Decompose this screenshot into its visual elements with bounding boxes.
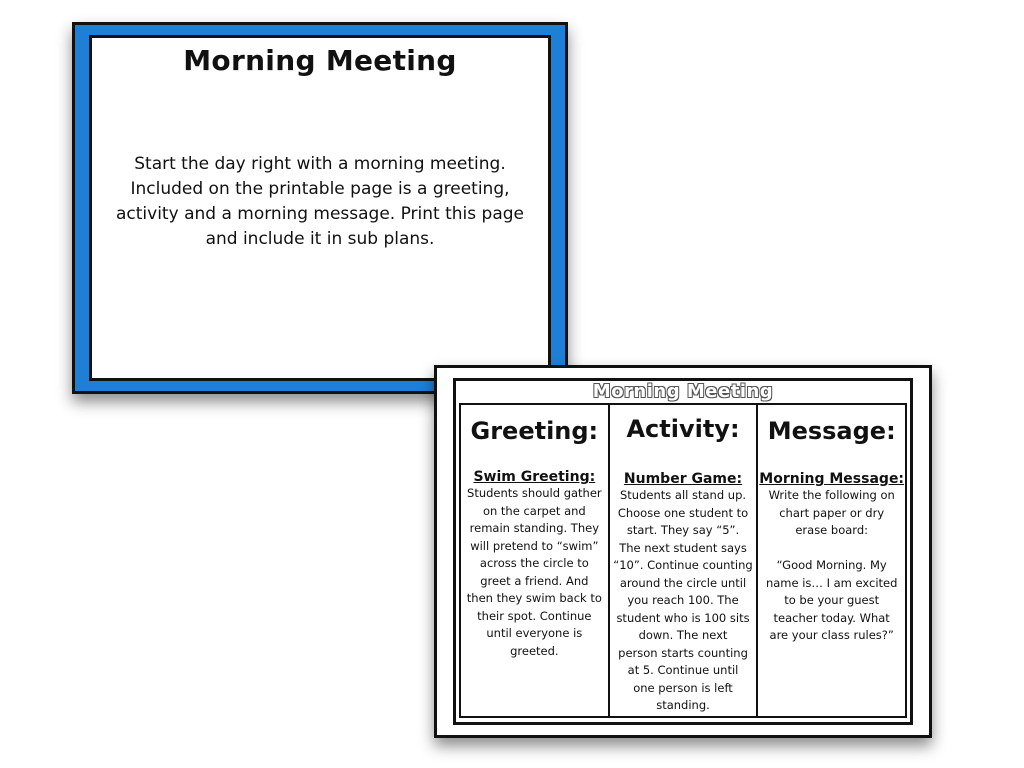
card-title: Morning Meeting	[183, 44, 457, 77]
column-subheading: Number Game:	[623, 471, 743, 487]
meeting-table	[459, 403, 907, 718]
card-inner-panel	[89, 35, 551, 381]
printable-page-preview	[434, 365, 932, 738]
morning-meeting-card	[72, 22, 568, 394]
column-text: Write the following on chart paper or dry erase board: “Good Morning. My name is… I am excited to be your guest teacher today. What are your class rules?”	[765, 488, 898, 642]
column-heading: Message:	[767, 417, 896, 445]
message-column	[756, 405, 905, 716]
column-text: Students should gather on the carpet and remain standing. They will pretend to “swim” across the circle to greet a friend. And then they swim back to their spot. Continue until everyone is greeted.	[466, 486, 602, 658]
column-heading: Activity:	[626, 415, 740, 443]
column-subheading: Swim Greeting:	[473, 469, 596, 485]
greeting-column	[461, 405, 608, 716]
column-heading: Greeting:	[470, 417, 599, 445]
card-description: Start the day right with a morning meeting. Included on the printable page is a greeting, activity and a morning message. Print this page and include it in sub plans.	[116, 154, 524, 249]
activity-column	[608, 405, 757, 716]
column-subheading: Morning Message:	[759, 471, 905, 487]
printable-page-title: Morning Meeting	[592, 381, 774, 402]
printable-page-frame	[453, 378, 913, 725]
column-text: Students all stand up. Choose one student to start. They say “5”. The next student says “10”. Continue counting around the circle until you reach 100. The student who is 100 sits down. The next person starts counting at 5. Continue until one person is left standing.	[613, 488, 753, 712]
